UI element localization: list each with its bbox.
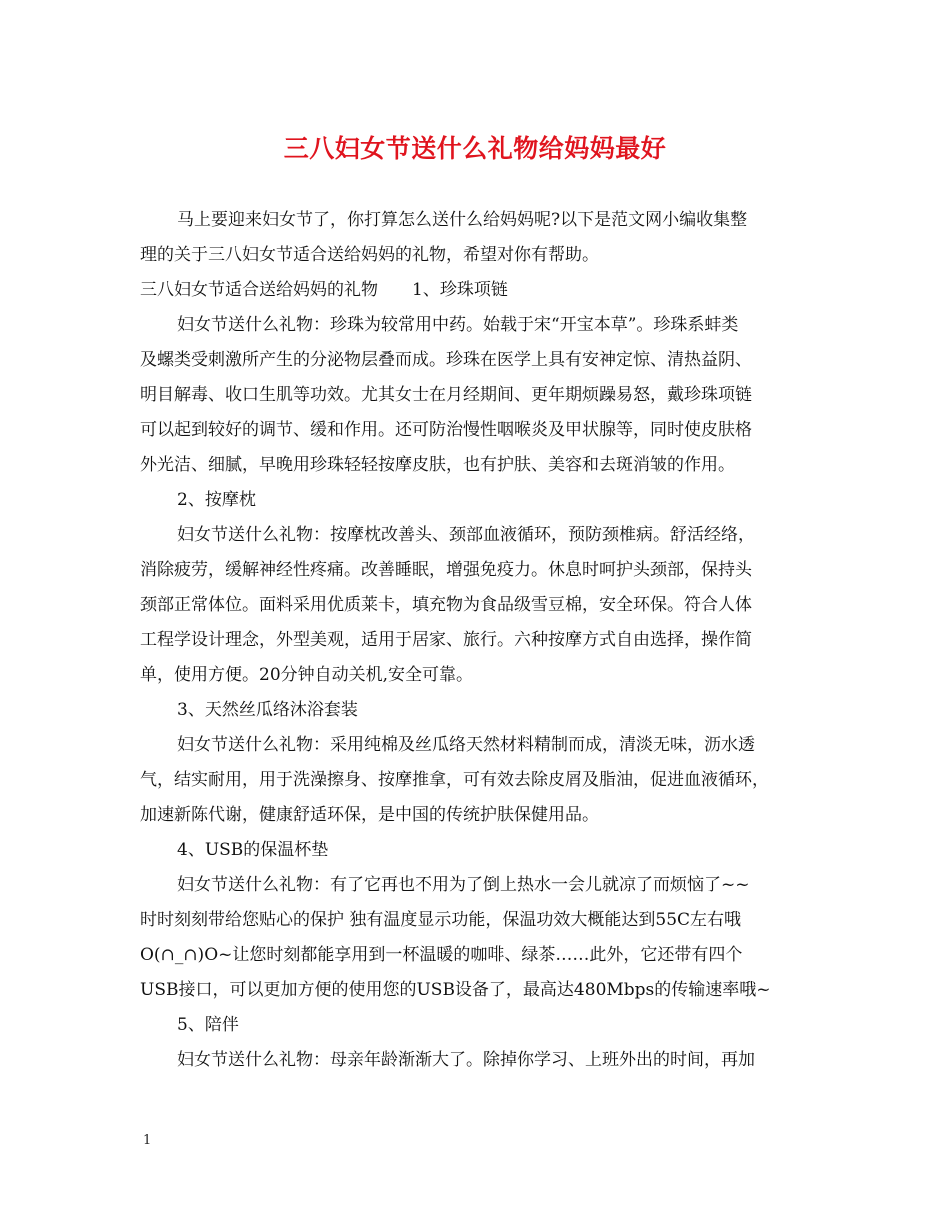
- section-heading: 2、按摩枕: [177, 490, 256, 510]
- paragraph-line: 工程学设计理念，外型美观，适用于居家、旅行。六种按摩方式自由选择，操作简: [140, 630, 752, 650]
- page-title: 三八妇女节送什么礼物给妈妈最好: [283, 134, 667, 163]
- page-number: 1: [143, 1133, 152, 1148]
- paragraph-line: 妇女节送什么礼物：珍珠为较常用中药。始载于宋“开宝本草”。珍珠系蚌类: [177, 315, 739, 335]
- paragraph-line: 及螺类受刺激所产生的分泌物层叠而成。珍珠在医学上具有安神定惊、清热益阴、: [140, 350, 752, 370]
- section-heading: 4、USB的保温杯垫: [177, 840, 329, 860]
- paragraph-line: 颈部正常体位。面料采用优质莱卡，填充物为食品级雪豆棉，安全环保。符合人体: [140, 595, 752, 615]
- paragraph-line: 气，结实耐用，用于洗澡擦身、按摩推拿，可有效去除皮屑及脂油，促进血液循环，: [140, 770, 769, 790]
- paragraph-line: USB接口，可以更加方便的使用您的USB设备了，最高达480Mbps的传输速率哦~: [140, 980, 771, 1000]
- paragraph-line: 妇女节送什么礼物：有了它再也不用为了倒上热水一会儿就凉了而烦恼了~~: [177, 875, 750, 895]
- paragraph-line: 时时刻刻带给您贴心的保护 独有温度显示功能，保温功效大概能达到55C左右哦: [140, 910, 742, 930]
- paragraph-line: O(∩_∩)O~让您时刻都能享用到一杯温暖的咖啡、绿茶……此外，它还带有四个: [140, 945, 743, 965]
- section-heading-line: 三八妇女节适合送给妈妈的礼物 1、珍珠项链: [140, 280, 508, 300]
- paragraph-line: 消除疲劳，缓解神经性疼痛。改善睡眠，增强免疫力。休息时呵护头颈部，保持头: [140, 560, 752, 580]
- paragraph-line: 妇女节送什么礼物：采用纯棉及丝瓜络天然材料精制而成，清淡无味，沥水透: [177, 735, 755, 755]
- paragraph-line: 马上要迎来妇女节了，你打算怎么送什么给妈妈呢?以下是范文网小编收集整: [177, 210, 748, 230]
- paragraph-line: 明目解毒、收口生肌等功效。尤其女士在月经期间、更年期烦躁易怒，戴珍珠项链: [140, 385, 752, 405]
- paragraph-line: 单，使用方便。20分钟自动关机,安全可靠。: [140, 665, 474, 685]
- paragraph-line: 加速新陈代谢，健康舒适环保，是中国的传统护肤保健用品。: [140, 805, 599, 825]
- section-heading: 5、陪伴: [177, 1015, 239, 1035]
- paragraph-line: 外光洁、细腻，早晚用珍珠轻轻按摩皮肤，也有护肤、美容和去斑消皱的作用。: [140, 455, 735, 475]
- paragraph-line: 妇女节送什么礼物：母亲年龄渐渐大了。除掉你学习、上班外出的时间，再加: [177, 1050, 755, 1070]
- paragraph-line: 理的关于三八妇女节适合送给妈妈的礼物，希望对你有帮助。: [140, 245, 599, 265]
- section-heading: 3、天然丝瓜络沐浴套装: [177, 700, 358, 720]
- paragraph-line: 可以起到较好的调节、缓和作用。还可防治慢性咽喉炎及甲状腺等，同时使皮肤格: [140, 420, 752, 440]
- paragraph-line: 妇女节送什么礼物：按摩枕改善头、颈部血液循环，预防颈椎病。舒活经络，: [177, 525, 755, 545]
